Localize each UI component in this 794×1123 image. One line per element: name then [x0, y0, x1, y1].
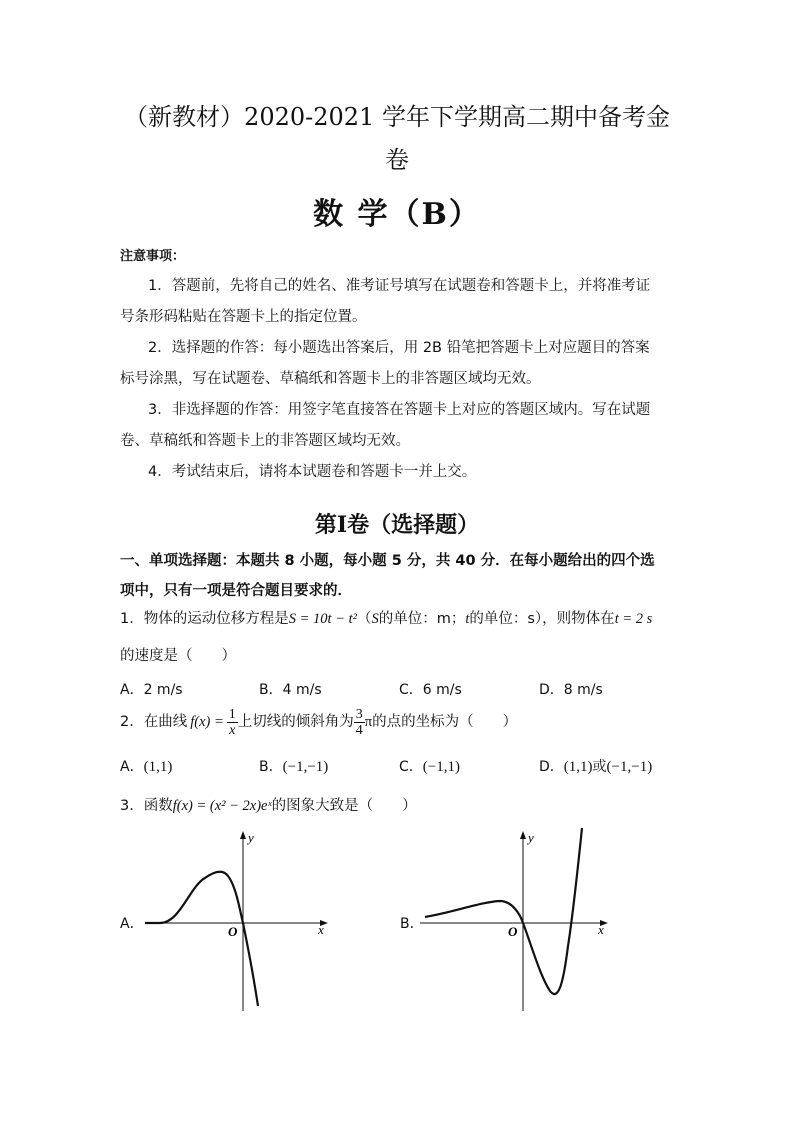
q2-frac-num: 1 — [228, 706, 236, 722]
q3-option-a-label: A． — [120, 916, 144, 932]
note-2a: 2．选择题的作答：每小题选出答案后，用 2B 铅笔把答题卡上对应题目的答案 — [148, 340, 650, 356]
y-axis-arrow — [520, 831, 526, 839]
q2-stem — [120, 706, 517, 738]
q2-pi: π — [364, 714, 373, 730]
q3-graph-b — [420, 826, 620, 1016]
q2-option-c — [399, 756, 460, 776]
q2-option-d — [539, 756, 652, 776]
q3-option-b-label: B． — [400, 916, 424, 932]
q2-b-value: (−1,−1) — [282, 759, 329, 775]
q1-stem-line2: 的速度是（ ） — [120, 648, 236, 664]
q2-ang-num: 3 — [355, 706, 363, 722]
note-2b: 标号涂黑，写在试题卷、草稿纸和答题卡上的非答题区域均无效。 — [120, 371, 541, 387]
q2-d-or: 或 — [592, 759, 607, 775]
q2-c-label: C． — [399, 759, 423, 775]
q3-prefix: 3．函数 — [120, 798, 173, 814]
q2-suffix: 的点的坐标为（ ） — [372, 714, 518, 730]
q1-s-var: S — [371, 611, 379, 627]
note-1b: 号条形码粘贴在答题卡上的指定位置。 — [120, 309, 367, 325]
q2-frac-den: x — [229, 722, 236, 738]
y-label: y — [528, 830, 534, 845]
notes-heading: 注意事项： — [120, 249, 186, 264]
y-axis-arrow — [240, 831, 246, 839]
q2-a-value: (1,1) — [143, 759, 173, 775]
q2-angle-fraction — [354, 707, 365, 738]
curve-a — [145, 872, 258, 1006]
note-3b: 卷、草稿纸和答题卡上的非答题区域均无效。 — [120, 433, 410, 449]
q1-option-a: A．2 m/s — [120, 682, 183, 698]
q1-condition: t = 2 s — [614, 611, 653, 627]
q1-prefix: 1．物体的运动位移方程是 — [120, 611, 289, 627]
q3-graph-a — [140, 826, 340, 1016]
q1-option-c: C．6 m/s — [399, 682, 462, 698]
note-1a: 1．答题前，先将自己的姓名、准考证号填写在试题卷和答题卡上，并将准考证 — [148, 278, 651, 294]
section-intro-line1: 一、单项选择题：本题共 8 小题，每小题 5 分，共 40 分．在每小题给出的四个选 — [120, 553, 655, 569]
q1-option-d: D．8 m/s — [539, 682, 603, 698]
q2-b-label: B． — [259, 759, 283, 775]
q1-mid3: 的单位：s），则物体在 — [469, 611, 615, 627]
exam-title-line2: 卷 — [385, 146, 409, 174]
q2-fraction — [227, 707, 238, 738]
q2-prefix: 2．在曲线 — [120, 714, 188, 730]
q1-equation: S = 10t − t² — [288, 611, 357, 627]
q2-mid: 上切线的倾斜角为 — [237, 714, 354, 730]
q2-ang-den: 4 — [355, 722, 363, 738]
q1-option-b: B．4 m/s — [259, 682, 322, 698]
q2-d-value2: (−1,−1) — [606, 759, 653, 775]
q3-suffix: 的图象大致是（ ） — [271, 798, 417, 814]
q3-equation: f(x) = (x² − 2x)eˣ — [172, 798, 272, 814]
q3-stem — [120, 790, 417, 822]
note-4: 4．考试结束后，请将本试题卷和答题卡一并上交。 — [148, 464, 477, 480]
q1-mid1: （ — [356, 611, 372, 627]
y-label: y — [248, 830, 254, 845]
q1-mid2: 的单位：m； — [378, 611, 466, 627]
q2-option-a — [120, 756, 172, 776]
q1-t-var: t — [465, 611, 470, 627]
x-label: x — [318, 922, 324, 937]
origin-label: O — [228, 924, 238, 939]
q1-stem — [120, 603, 652, 635]
exam-title-line1: （新教材）2020-2021 学年下学期高二期中备考金 — [124, 103, 670, 131]
x-label: x — [598, 922, 604, 937]
q2-a-label: A． — [120, 759, 144, 775]
curve-b — [425, 828, 582, 994]
q2-option-b — [259, 756, 328, 776]
origin-label: O — [508, 924, 518, 939]
subject-title: 数 学（B） — [313, 197, 481, 232]
section-intro-line2: 项中，只有一项是符合题目要求的． — [120, 583, 352, 599]
section-title: 第Ⅰ卷（选择题） — [314, 512, 480, 538]
q2-d-label: D． — [539, 759, 564, 775]
q2-fx: f(x) = — [190, 714, 224, 730]
q2-d-value: (1,1) — [563, 759, 593, 775]
q2-c-value: (−1,1) — [422, 759, 460, 775]
note-3a: 3．非选择题的作答：用签字笔直接答在答题卡上对应的答题区域内。写在试题 — [148, 402, 651, 418]
